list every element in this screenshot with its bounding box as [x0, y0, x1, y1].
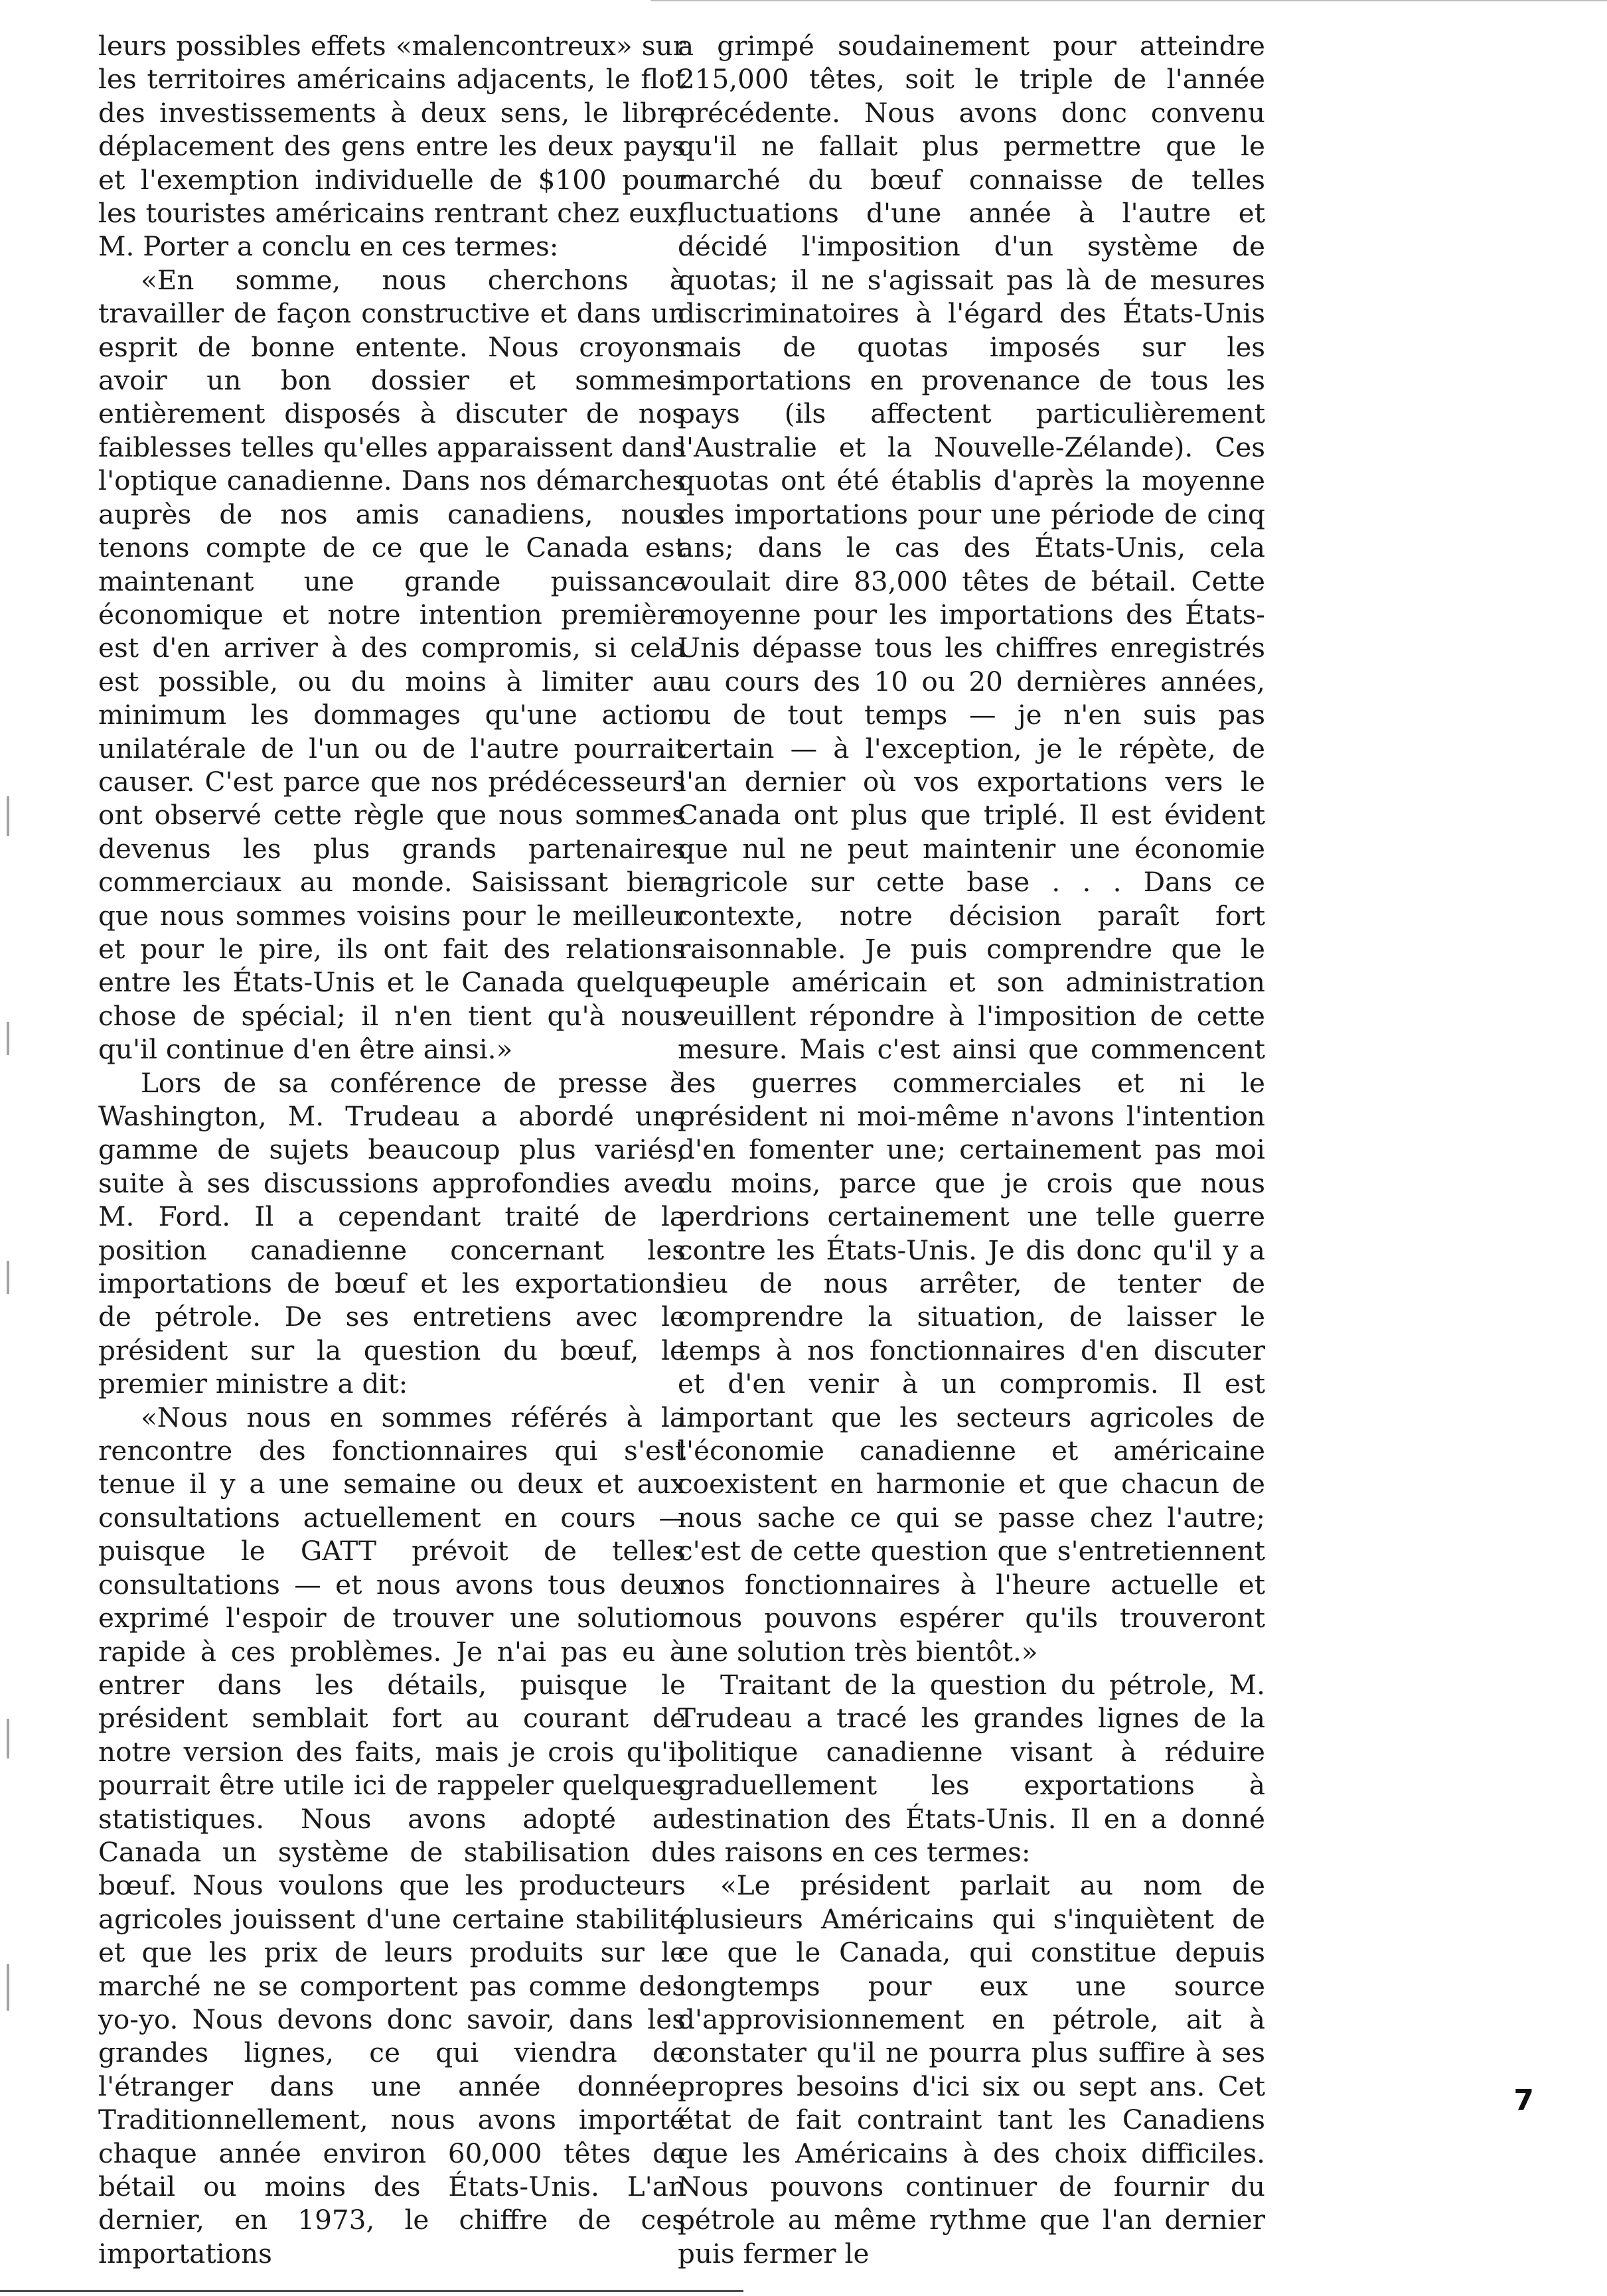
scan-edge-mark	[7, 1964, 9, 2011]
paragraph-quote-porter: «En somme, nous cherchons à travailler de façon constructive et dans un esprit de bonne entente. Nous croyons avoir un bon dossier et sommes entièrement disposés à discuter de nos faiblesses telles qu'elles apparaissent dans l'optique canadienne. Dans nos démarches auprès de nos amis canadiens, nous tenons compte de ce que le Canada est maintenant une grande puissance économique et notre intention première est d'en arriver à des compromis, si cela est possible, ou du moins à limiter au minimum les dommages qu'une action unilatérale de l'un ou de l'autre pourrait causer. C'est parce que nos prédécesseurs ont observé cette règle que nous sommes devenus les plus grands partenaires commerciaux au monde. Saisissant bien que nous sommes voisins pour le meilleur et pour le pire, ils ont fait des relations entre les États-Unis et le Canada quelque chose de spécial; il n'en tient qu'à nous qu'il continue d'en être ainsi.»	[98, 263, 686, 1066]
scan-edge-mark	[7, 1022, 9, 1055]
paragraph-quote-trudeau-beef: «Nous nous en sommes référés à la rencontre des fonctionnaires qui s'est tenue il y a une semaine ou deux et aux consultations actuellement en cours — puisque le GATT prévoit de telles consultations — et nous avons tous deux exprimé l'espoir de trouver une solution rapide à ces problèmes. Je n'ai pas eu à entrer dans les détails, puisque le président semblait fort au courant de notre version des faits, mais je crois qu'il pourrait être utile ici de rappeler quelques statistiques. Nous avons adopté au Canada un système de stabilisation du bœuf. Nous voulons que les producteurs agricoles jouissent d'une certaine stabilité et que les prix de leurs produits sur le marché ne se comportent pas comme des yo-yo. Nous devons donc savoir, dans les grandes lignes, ce qui viendra de l'étranger dans une année donnée. Traditionnellement, nous avons importé chaque année environ 60,000 têtes de bétail ou moins des États-Unis. L'an dernier, en 1973, le chiffre de ces importations	[98, 1401, 686, 2269]
scan-edge-mark	[7, 796, 9, 836]
paragraph: Traitant de la question du pétrole, M. Trudeau a tracé les grandes lignes de la politique canadienne visant à réduire graduellement les exportations à destination des États-Unis. Il en a donné les raisons en ces termes:	[678, 1668, 1265, 1868]
paragraph-quote-trudeau-oil: «Le président parlait au nom de plusieurs Américains qui s'inquiètent de ce que le Canada, qui constitue depuis longtemps pour eux une source d'approvisionnement en pétrole, ait à constater qu'il ne pourra plus suffire à ses propres besoins d'ici six ou sept ans. Cet état de fait contraint tant les Canadiens que les Américains à des choix difficiles. Nous pouvons continuer de fournir du pétrole au même rythme que l'an dernier puis fermer le	[678, 1869, 1265, 2269]
paragraph: leurs possibles effets «malencontreux» sur les territoires américains adjacents, le flot des investissements à deux sens, le libre déplacement des gens entre les deux pays et l'exemption individuelle de $100 pour les touristes américains rentrant chez eux, M. Porter a conclu en ces termes:	[98, 30, 686, 263]
paragraph-quote-continued: a grimpé soudainement pour atteindre 215,000 têtes, soit le triple de l'année précédente. Nous avons donc convenu qu'il ne fallait plus permettre que le marché du bœuf connaisse de telles fluctuations d'une année à l'autre et décidé l'imposition d'un système de quotas; il ne s'agissait pas là de mesures discriminatoires à l'égard des États-Unis mais de quotas imposés sur les importations en provenance de tous les pays (ils affectent particulièrement l'Australie et la Nouvelle-Zélande). Ces quotas ont été établis d'après la moyenne des importations pour une période de cinq ans; dans le cas des États-Unis, cela voulait dire 83,000 têtes de bétail. Cette moyenne pour les importations des États-Unis dépasse tous les chiffres enregistrés au cours des 10 ou 20 dernières années, ou de tout temps — je n'en suis pas certain — à l'exception, je le répète, de l'an dernier où vos exportations vers le Canada ont plus que triplé. Il est évident que nul ne peut maintenir une économie agricole sur cette base . . . Dans ce contexte, notre décision paraît fort raisonnable. Je puis comprendre que le peuple américain et son administration veuillent répondre à l'imposition de cette mesure. Mais c'est ainsi que commencent les guerres commerciales et ni le président ni moi-même n'avons l'intention d'en fomenter une; certainement pas moi du moins, parce que je crois que nous perdrions certainement une telle guerre contre les États-Unis. Je dis donc qu'il y a lieu de nous arrêter, de tenter de comprendre la situation, de laisser le temps à nos fonctionnaires d'en discuter et d'en venir à un compromis. Il est important que les secteurs agricoles de l'économie canadienne et américaine coexistent en harmonie et que chacun de nous sache ce qui se passe chez l'autre; c'est de cette question que s'entretiennent nos fonctionnaires à l'heure actuelle et nous pouvons espérer qu'ils trouveront une solution très bientôt.»	[678, 30, 1265, 1668]
page-number: 7	[1513, 2084, 1534, 2117]
scan-edge-mark	[7, 1719, 9, 1758]
right-column	[678, 29, 1265, 2270]
left-column	[98, 29, 686, 2270]
scan-edge-mark	[7, 1261, 9, 1294]
scan-top-edge	[650, 0, 1607, 1]
scan-bottom-edge	[0, 2290, 743, 2292]
paragraph: Lors de sa conférence de presse à Washington, M. Trudeau a abordé une gamme de sujets beaucoup plus variés, suite à ses discussions approfondies avec M. Ford. Il a cependant traité de la position canadienne concernant les importations de bœuf et les exportations de pétrole. De ses entretiens avec le président sur la question du bœuf, le premier ministre a dit:	[98, 1066, 686, 1400]
